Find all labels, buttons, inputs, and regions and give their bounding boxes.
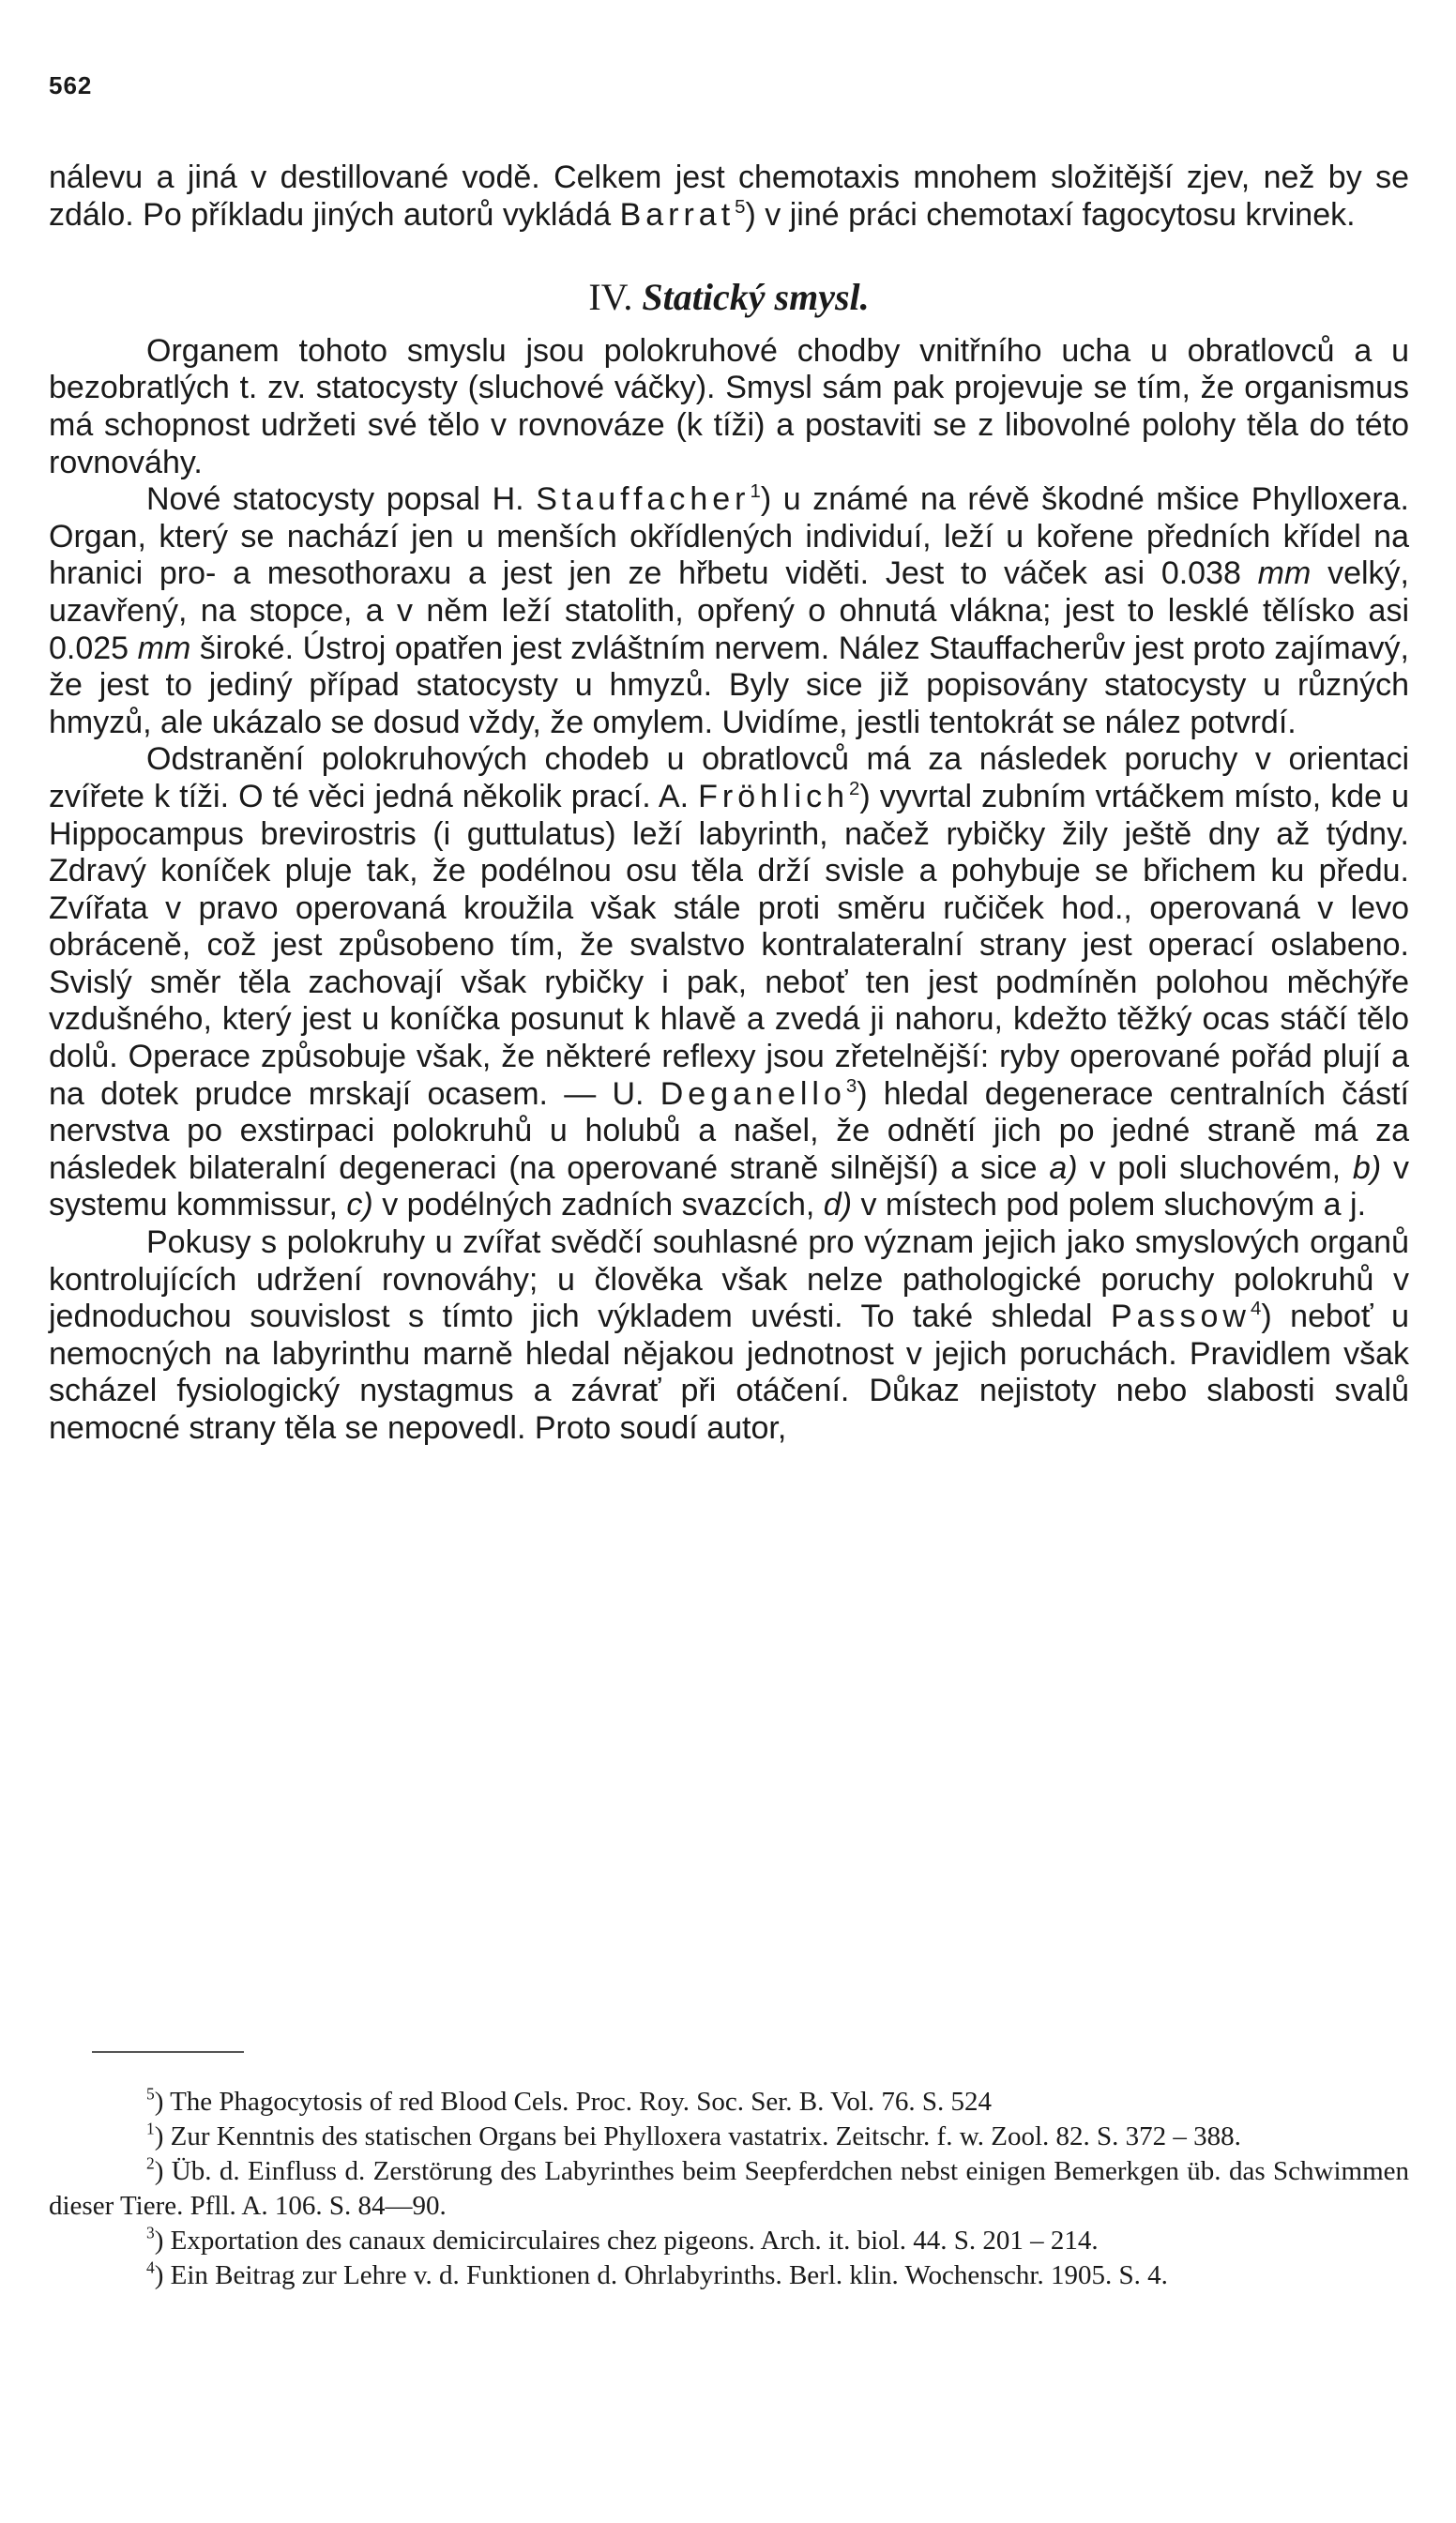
section-heading xyxy=(49,276,1409,319)
footnote-ref-4: 4 xyxy=(1251,1298,1262,1319)
footnote-text: ) Exportation des canaux demicirculaires chez pigeons. Arch. it. biol. 44. S. 201 – 214. xyxy=(154,2226,1099,2256)
para2-text-c: velký, uzavřený, na stopce, a v něm leží statolith, opřený o ohnutá vlákna; jest to lesklé tělísko asi 0.025 xyxy=(49,555,1409,666)
paragraph-experiments xyxy=(49,1224,1409,1448)
para2-text-b: ) u známé na révě škodné mšice Phylloxera. Organ, který se nachází jen u menších okřídlených individuí, leží u kořene předních křídel na hranici pro- a mesothoraxu a jest jen ze hřbetu viděti. Jest to váček asi 0.038 xyxy=(49,481,1409,592)
para3-text-c: ) hledal degenerace centralních částí nervstva po exstirpaci polokruhů u holubů a našel, že odnětí jich po jedné straně má za následek bilateralní degeneraci (na operované straně silnější) a sice xyxy=(49,1075,1409,1186)
footnote-mark: 4 xyxy=(146,2257,155,2277)
section-number: IV. xyxy=(588,276,633,319)
para4-text-a: Pokusy s polokruhy u zvířat svědčí souhlasné pro význam jejich jako smyslových organů kontrolujících udržení rovnováhy; u člověka však nelze pathologické poruchy polokruhů v jednoduchou souvislost s tímto jich výkladem uvésti. To také shledal xyxy=(49,1224,1409,1335)
footnote-text: ) Zur Kenntnis des statischen Organs bei Phylloxera vastatrix. Zeitschr. f. w. Zool. 82. S. 372 – 388. xyxy=(154,2121,1241,2151)
intro-text-end: ) v jiné práci chemotaxí fagocytosu krvinek. xyxy=(745,196,1356,233)
para3-text-f: v podélných zadních svazcích, xyxy=(382,1187,815,1224)
footnote-mark: 5 xyxy=(146,2084,155,2104)
footnotes xyxy=(49,2085,1409,2293)
footnote xyxy=(49,2085,1409,2120)
para3-text-b: ) vyvrtal zubním vrtáčkem místo, kde u Hippocampus brevirostris (i guttulatus) leží labyrinth, načež rybičky žily ještě dny až týdny. Zdravý koníček pluje tak, že podélnou osu těla drží svisle a pohybuje se břichem ku předu. Zvířata v pravo operovaná kroužila však stále proti směru ručiček hod., operovaná v levo obráceně, což jest způsobeno tím, že svalstvo kontralateralní strany jest operací oslabeno. Svislý směr těla zachovají však rybičky i pak, neboť ten jest podmíněn polohou měchýře vzdušného, který jest u koníčka posunut k hlavě a zvedá ji nahoru, kdežto těžký ocas stáčí tělo dolů. Operace způsobuje však, že některé reflexy jsou zřetelnější: ryby operované pořád plují a na dotek prudce mrskají ocasem. — U. xyxy=(49,778,1410,1112)
footnote xyxy=(49,2154,1409,2224)
unit-mm: mm xyxy=(1257,555,1312,592)
intro-paragraph xyxy=(49,160,1409,234)
list-label-a: a) xyxy=(1049,1149,1078,1186)
footnote-ref-5: 5 xyxy=(735,196,746,218)
footnote-ref-1: 1 xyxy=(750,480,761,502)
footnote-text: ) Ein Beitrag zur Lehre v. d. Funktionen d. Ohrlabyrinths. Berl. klin. Wochenschr. 1905. S. 4. xyxy=(154,2260,1168,2290)
body-text xyxy=(49,160,1409,1448)
paragraph-statocysts xyxy=(49,481,1409,741)
footnote-ref-2: 2 xyxy=(849,778,860,799)
para3-text-e: v systemu kommissur, xyxy=(49,1149,1410,1224)
unit-mm: mm xyxy=(137,630,191,666)
para3-text-d: v poli sluchovém, xyxy=(1089,1149,1342,1186)
para2-text-a: Nové statocysty popsal H. xyxy=(146,481,524,518)
author-deganello: Deganello xyxy=(660,1075,846,1112)
author-barrat: Barrat xyxy=(619,196,736,233)
footnote xyxy=(49,2258,1409,2293)
footnote-mark: 3 xyxy=(146,2223,155,2242)
author-passow: Passow xyxy=(1110,1299,1251,1335)
footnote-mark: 2 xyxy=(146,2153,155,2173)
footnote xyxy=(49,2224,1409,2258)
para3-text-g: v místech pod polem sluchovým a j. xyxy=(860,1187,1367,1224)
list-label-d: d) xyxy=(823,1187,853,1224)
footnote xyxy=(49,2120,1409,2154)
para3-text-a: Odstranění polokruhových chodeb u obratlovců má za následek poruchy v orientaci zvířete k tíži. O té věci jedná několik prací. A. xyxy=(49,741,1409,814)
para2-text-d: široké. Ústroj opatřen jest zvláštním nervem. Nález Stauffacherův jest proto zajímavý, že jest to jediný případ statocysty u hmyzů. Byly sice již popisovány statocysty u různých hmyzů, ale ukázalo se dosud vždy, že omylem. Uvidíme, jestli tentokrát se nález potvrdí. xyxy=(49,630,1410,740)
footnote-ref-3: 3 xyxy=(845,1075,857,1097)
para4-text-b: ) neboť u nemocných na labyrinthu marně hledal nějakou jednotnost v jejich poruchách. Pravidlem však scházel fysiologický nystagmus a závrať při otáčení. Důkaz nejistoty nebo slabosti svalů nemocné strany těla se nepovedl. Proto soudí autor, xyxy=(49,1299,1409,1446)
section-title: Statický smysl. xyxy=(642,276,870,319)
list-label-b: b) xyxy=(1352,1149,1382,1186)
footnote-mark: 1 xyxy=(146,2119,155,2138)
paragraph-removal xyxy=(49,741,1409,1224)
author-frohlich: Fröhlich xyxy=(698,778,850,814)
intro-text: nálevu a jiná v destillované vodě. Celkem jest chemotaxis mnohem složitější zjev, než by se zdálo. Po příkladu jiných autorů vykládá xyxy=(49,160,1409,233)
list-label-c: c) xyxy=(346,1187,373,1224)
page-number: 562 xyxy=(49,71,93,99)
paragraph-organ: Organem tohoto smyslu jsou polokruhové chodby vnitřního ucha u obratlovců a u bezobratlých t. zv. statocysty (sluchové váčky). Smysl sám pak projevuje se tím, že organismus má schopnost udržeti své tělo v rovnováze (k tíži) a postaviti se z libovolné polohy těla do této rovnováhy. xyxy=(49,332,1409,480)
author-stauffacher: Stauffacher xyxy=(536,481,751,518)
footnote-text: ) The Phagocytosis of red Blood Cels. Proc. Roy. Soc. Ser. B. Vol. 76. S. 524 xyxy=(154,2087,993,2117)
footnote-text: ) Üb. d. Einfluss d. Zerstörung des Labyrinthes beim Seepferdchen nebst einigen Bemerkgen üb. das Schwimmen dieser Tiere. Pfll. A. 106. S. 84—90. xyxy=(49,2156,1409,2221)
footnote-divider xyxy=(92,2051,244,2053)
